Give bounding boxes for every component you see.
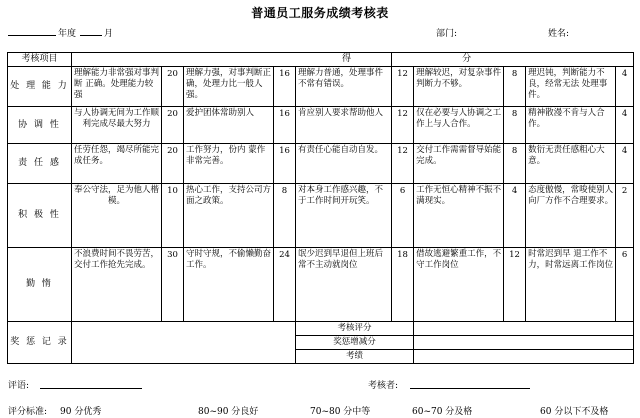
reward-record-label: 奖 惩 记 录	[8, 322, 72, 364]
department-label: 部门:	[436, 29, 458, 39]
score-cell[interactable]: 20	[162, 144, 184, 184]
item-processing: 处 理 能 力	[8, 67, 72, 107]
criteria-cell: 理解力普通，处理事件不常有错误。	[296, 67, 392, 107]
score-cell[interactable]: 20	[162, 67, 184, 107]
score-cell[interactable]: 12	[504, 248, 526, 322]
score-cell[interactable]: 4	[616, 144, 634, 184]
score-cell[interactable]: 30	[162, 248, 184, 322]
score-cell[interactable]: 20	[162, 107, 184, 144]
score-cell[interactable]: 6	[616, 248, 634, 322]
criteria-cell: 不浪费时间不畏劳苦，交付工作抢先完成。	[72, 248, 162, 322]
year-label: 年度	[58, 29, 77, 39]
criteria-cell: 守时守规，不偷懒勤奋工作。	[184, 248, 274, 322]
summary-value[interactable]	[414, 322, 634, 336]
score-column-header-2: 分	[392, 53, 634, 67]
criteria-cell: 借故逃避繁重工作，不守工作岗位	[414, 248, 504, 322]
score-cell[interactable]: 12	[392, 144, 414, 184]
table-row	[8, 184, 634, 248]
summary-label: 奖惩增减分	[296, 336, 414, 350]
criteria-cell: 理迟钝，判断能力不良，经常无法 处理事件。	[526, 67, 616, 107]
month-label: 月	[104, 29, 114, 39]
score-cell[interactable]: 24	[274, 248, 296, 322]
score-cell[interactable]: 18	[392, 248, 414, 322]
criteria-cell: 任劳任怨，竭尽所能完成任务。	[72, 144, 162, 184]
criteria-cell: 热心工作，支持公司方面之政策。	[184, 184, 274, 248]
summary-row	[8, 322, 634, 336]
criteria-cell: 氓少迟到早退但上班后常不主动就岗位	[296, 248, 392, 322]
score-cell[interactable]: 4	[504, 184, 526, 248]
summary-label: 考核评分	[296, 322, 414, 336]
criteria-cell: 与人协调无间为工作顺利完成尽最大努力	[72, 107, 162, 144]
table-header-row	[8, 53, 634, 67]
score-cell[interactable]: 4	[616, 107, 634, 144]
criteria-cell: 爱护团体常助别人	[184, 107, 274, 144]
criteria-cell: 理解力强，对事判断正确，处理力比一般人强。	[184, 67, 274, 107]
reward-record-area[interactable]	[72, 322, 296, 364]
standard-good: 80~90 分良好	[198, 407, 259, 417]
standard-excellent: 90 分优秀	[60, 407, 102, 417]
comment-input-line[interactable]	[40, 388, 142, 389]
score-column-header-1: 得	[72, 53, 392, 67]
assessor-input-line[interactable]	[410, 388, 530, 389]
criteria-cell: 精神散漫不肯与人合作。	[526, 107, 616, 144]
item-column-header: 考核项目	[8, 53, 72, 67]
criteria-cell: 时常迟到早 退工作不力，时常远离工作岗位	[526, 248, 616, 322]
criteria-cell: 态度傲慢，常唆使别人向厂方作不合理要求。	[526, 184, 616, 248]
score-cell[interactable]: 2	[616, 184, 634, 248]
summary-value[interactable]	[414, 350, 634, 364]
score-cell[interactable]: 16	[274, 144, 296, 184]
item-initiative: 积 极 性	[8, 184, 72, 248]
table-row	[8, 67, 634, 107]
criteria-cell: 理解较迟，对复杂事件判断力不够。	[414, 67, 504, 107]
comment-label: 评语:	[8, 381, 30, 391]
score-cell[interactable]: 16	[274, 67, 296, 107]
form-header-row	[8, 26, 632, 40]
standard-pass: 60~70 分及格	[412, 407, 473, 417]
standard-label: 评分标准:	[8, 407, 48, 417]
criteria-cell: 有责任心能自动自发。	[296, 144, 392, 184]
score-cell[interactable]: 8	[504, 107, 526, 144]
standard-fail: 60 分以下不及格	[540, 407, 609, 417]
summary-label: 考绩	[296, 350, 414, 364]
score-cell[interactable]: 12	[392, 107, 414, 144]
criteria-cell: 奉公守法，足为他人楷模。	[72, 184, 162, 248]
score-cell[interactable]: 12	[392, 67, 414, 107]
criteria-cell: 仅在必要与人协调之工作上与人合作。	[414, 107, 504, 144]
criteria-cell: 数衍无责任感粗心大意。	[526, 144, 616, 184]
criteria-cell: 工作无恒心精神不振不满现实。	[414, 184, 504, 248]
criteria-cell: 肯应别人要求帮助他人	[296, 107, 392, 144]
score-cell[interactable]: 8	[504, 144, 526, 184]
score-cell[interactable]: 10	[162, 184, 184, 248]
score-cell[interactable]: 8	[504, 67, 526, 107]
table-row	[8, 107, 634, 144]
item-diligence: 勤 惰	[8, 248, 72, 322]
criteria-cell: 工作努力，份内 蒙作非常完善。	[184, 144, 274, 184]
form-title: 普通员工服务成绩考核表	[251, 6, 389, 20]
criteria-cell: 交付工作需需督导始能完成。	[414, 144, 504, 184]
score-cell[interactable]: 8	[274, 184, 296, 248]
score-cell[interactable]: 16	[274, 107, 296, 144]
item-coordination: 协 调 性	[8, 107, 72, 144]
criteria-cell: 理解能力非常强对事判断 正确。处理能力较强	[72, 67, 162, 107]
assessment-table	[7, 52, 634, 364]
standard-medium: 70~80 分中等	[310, 407, 371, 417]
score-cell[interactable]: 6	[392, 184, 414, 248]
assessor-label: 考核者:	[368, 381, 399, 391]
item-responsibility: 责 任 感	[8, 144, 72, 184]
summary-value[interactable]	[414, 336, 634, 350]
score-cell[interactable]: 4	[616, 67, 634, 107]
table-row	[8, 248, 634, 322]
table-row	[8, 144, 634, 184]
criteria-cell: 对本身工作感兴趣，不于工作时间开玩笑。	[296, 184, 392, 248]
name-label: 姓名:	[548, 29, 570, 39]
